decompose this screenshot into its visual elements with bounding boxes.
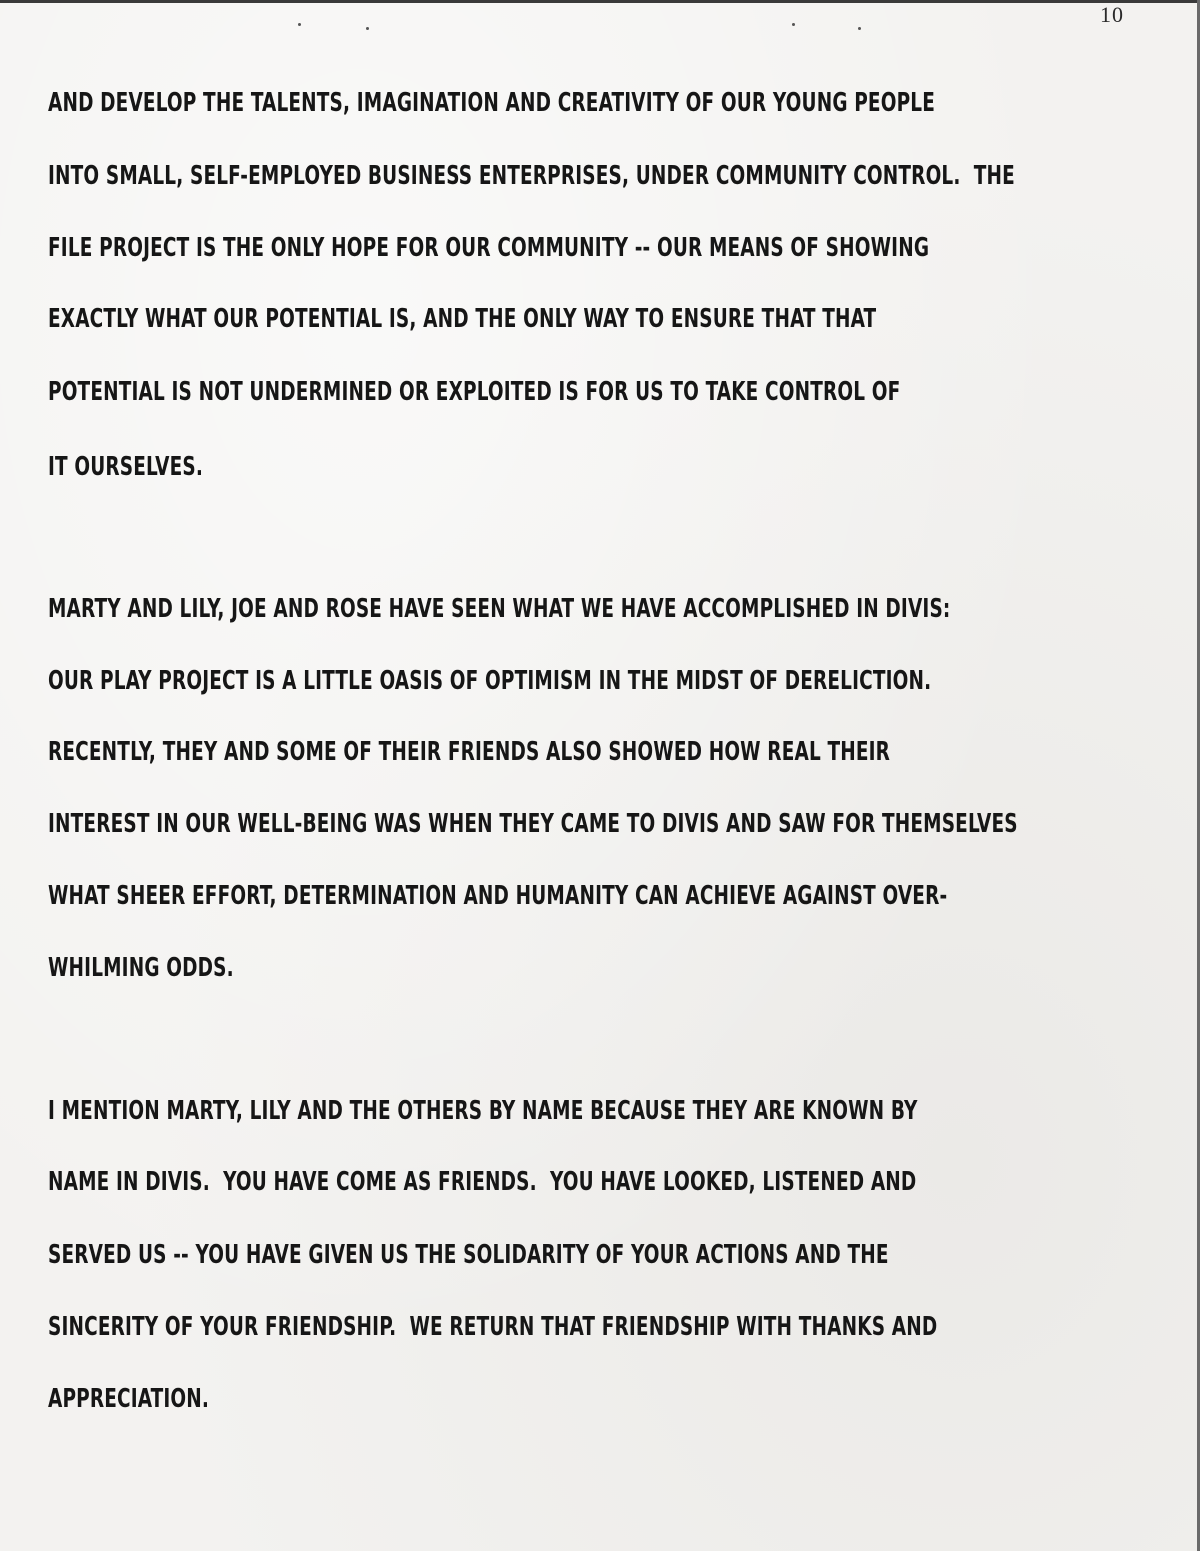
text-line: IT OURSELVES.: [48, 452, 204, 482]
page-number: 10: [1100, 2, 1124, 27]
text-line: EXACTLY WHAT OUR POTENTIAL IS, AND THE ONLY WAY TO ENSURE THAT THAT: [48, 304, 877, 334]
text-line: WHAT SHEER EFFORT, DETERMINATION AND HUMANITY CAN ACHIEVE AGAINST OVER-: [48, 881, 948, 911]
text-line: APPRECIATION.: [48, 1384, 210, 1414]
page-top-edge: [0, 0, 1200, 3]
text-line: SINCERITY OF YOUR FRIENDSHIP. WE RETURN THAT FRIENDSHIP WITH THANKS AND: [48, 1312, 938, 1342]
paper-speck: [366, 27, 369, 30]
text-line: INTO SMALL, SELF-EMPLOYED BUSINESS ENTERPRISES, UNDER COMMUNITY CONTROL. THE: [48, 161, 1015, 191]
paper-speck: [792, 23, 795, 26]
text-line: MARTY AND LILY, JOE AND ROSE HAVE SEEN WHAT WE HAVE ACCOMPLISHED IN DIVIS:: [48, 594, 951, 624]
text-line: FILE PROJECT IS THE ONLY HOPE FOR OUR COMMUNITY -- OUR MEANS OF SHOWING: [48, 233, 930, 263]
paper-speck: [858, 27, 861, 30]
text-line: SERVED US -- YOU HAVE GIVEN US THE SOLIDARITY OF YOUR ACTIONS AND THE: [48, 1240, 889, 1270]
text-line: INTEREST IN OUR WELL-BEING WAS WHEN THEY CAME TO DIVIS AND SAW FOR THEMSELVES: [48, 809, 1018, 839]
text-line: NAME IN DIVIS. YOU HAVE COME AS FRIENDS. YOU HAVE LOOKED, LISTENED AND: [48, 1167, 917, 1197]
text-line: RECENTLY, THEY AND SOME OF THEIR FRIENDS ALSO SHOWED HOW REAL THEIR: [48, 737, 891, 767]
text-line: POTENTIAL IS NOT UNDERMINED OR EXPLOITED IS FOR US TO TAKE CONTROL OF: [48, 377, 901, 407]
text-line: WHILMING ODDS.: [48, 953, 234, 983]
text-line: AND DEVELOP THE TALENTS, IMAGINATION AND CREATIVITY OF OUR YOUNG PEOPLE: [48, 88, 935, 118]
text-line: I MENTION MARTY, LILY AND THE OTHERS BY NAME BECAUSE THEY ARE KNOWN BY: [48, 1096, 918, 1126]
paper-speck: [298, 23, 301, 26]
text-line: OUR PLAY PROJECT IS A LITTLE OASIS OF OPTIMISM IN THE MIDST OF DERELICTION.: [48, 666, 932, 696]
